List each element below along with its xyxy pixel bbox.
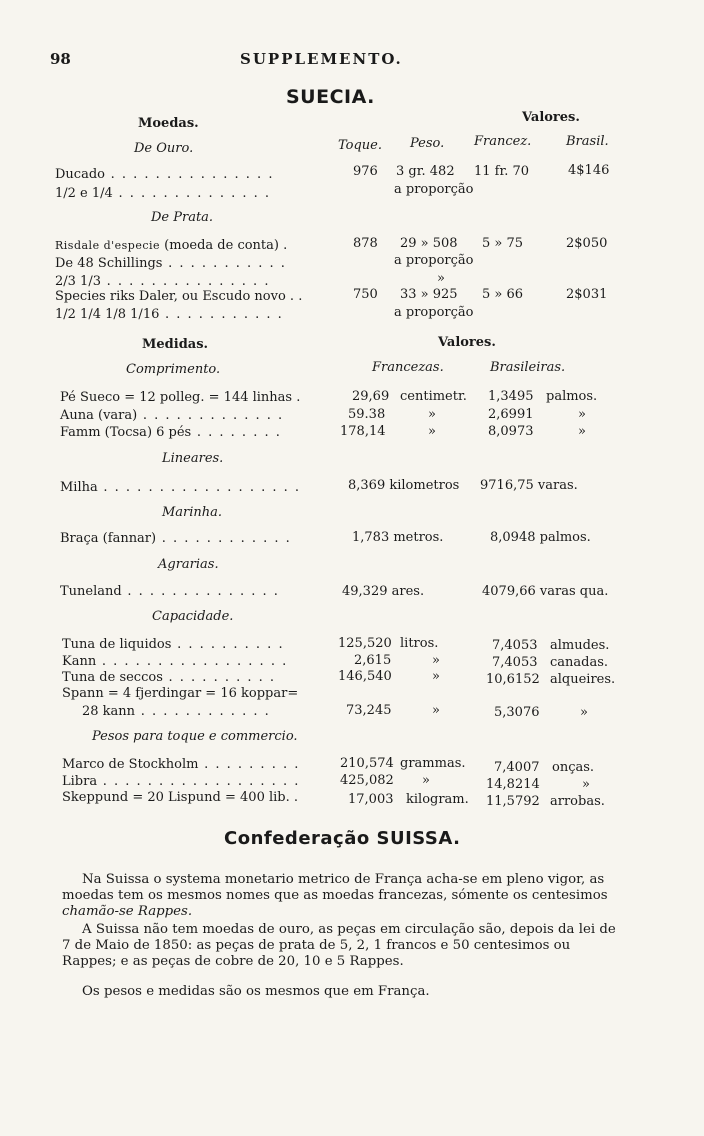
valores2-heading: Valores. [438, 335, 496, 350]
fracoes-label: 1/2 1/4 1/8 1/16 . . . . . . . . . . . [55, 307, 284, 322]
marco-br: 7,4007 [494, 760, 540, 775]
auna-br: 2,6991 [488, 407, 534, 422]
skeppund-label: Skeppund = 20 Lispund = 400 lib. . [62, 790, 299, 805]
tuna-seccos-fr: 146,540 [338, 669, 392, 684]
marco-fr: 210,574 [340, 756, 394, 771]
tuna-seccos-label: Tuna de seccos . . . . . . . . . . [62, 670, 276, 685]
paragraph-2-line-1: A Suissa não tem moedas de ouro, as peças em circulação são, depois da lei de [82, 922, 616, 937]
risdale-francez: 5 » 75 [482, 236, 524, 251]
spann-fr: 73,245 [346, 703, 392, 718]
pe-sueco-fr: 29,69 [352, 389, 390, 404]
tuneland-label: Tuneland . . . . . . . . . . . . . . [60, 584, 280, 599]
page-number: 98 [50, 50, 71, 68]
tuna-seccos-br-unit: alqueires. [550, 672, 616, 687]
spann-br: 5,3076 [494, 705, 540, 720]
famm-br: 8,0973 [488, 424, 534, 439]
libra-fr: 425,082 [340, 773, 394, 788]
paragraph-2-line-2: 7 de Maio de 1850: as peças de prata de 5, 2, 1 francos e 50 centesimos ou [62, 938, 571, 953]
meio-quarto-label: 1/2 e 1/4 . . . . . . . . . . . . . . [55, 186, 271, 201]
tuneland-br: 4079,66 varas qua. [482, 584, 609, 599]
skeppund-br: 11,5792 [486, 794, 540, 809]
skeppund-fr-unit: kilogram. [406, 792, 469, 807]
libra-label: Libra . . . . . . . . . . . . . . . . . . [62, 774, 300, 789]
species-toque: 750 [353, 287, 378, 302]
tuna-seccos-fr-unit: » [432, 669, 440, 684]
tuna-liquidos-label: Tuna de liquidos . . . . . . . . . . [62, 637, 285, 652]
de-prata-subheading: De Prata. [151, 210, 214, 225]
species-label: Species riks Daler, ou Escudo novo . . [55, 289, 303, 304]
kann-fr: 2,615 [354, 653, 392, 668]
moedas-heading: Moedas. [138, 116, 199, 131]
species-francez: 5 » 66 [482, 287, 524, 302]
auna-fr: 59.38 [348, 407, 386, 422]
auna-br-unit: » [578, 407, 586, 422]
comprimento-subheading: Comprimento. [126, 362, 221, 377]
paragraph-1-line-1: Na Suissa o systema monetario metrico de França acha-se em pleno vigor, as [82, 872, 605, 887]
dois-tercos-value: » [437, 271, 445, 286]
running-title: SUPPLEMENTO. [240, 50, 403, 68]
ducado-label: Ducado . . . . . . . . . . . . . . . [55, 167, 274, 182]
braca-fr: 1,783 metros. [352, 530, 444, 545]
ducado-brasil: 4$146 [568, 163, 610, 178]
agrarias-subheading: Agrarias. [158, 557, 219, 572]
milha-fr: 8,369 kilometros [348, 478, 460, 493]
famm-fr: 178,14 [340, 424, 386, 439]
famm-label: Famm (Tocsa) 6 pés . . . . . . . . [60, 425, 282, 440]
pe-sueco-label: Pé Sueco = 12 polleg. = 144 linhas . [60, 390, 301, 405]
valores-heading: Valores. [522, 110, 580, 125]
spann-br-unit: » [580, 705, 588, 720]
marco-fr-unit: grammas. [400, 756, 466, 771]
pesos-subheading: Pesos para toque e commercio. [92, 729, 298, 744]
schillings-value: a proporção [394, 253, 474, 268]
ducado-peso: 3 gr. 482 [396, 164, 455, 179]
species-peso: 33 » 925 [400, 287, 458, 302]
kann-label: Kann . . . . . . . . . . . . . . . . . [62, 654, 288, 669]
section-title-suecia: SUECIA. [286, 86, 375, 108]
species-brasil: 2$031 [566, 287, 608, 302]
lineares-subheading: Lineares. [162, 451, 224, 466]
marinha-subheading: Marinha. [162, 505, 223, 520]
paragraph-3-line-1: Os pesos e medidas são os mesmos que em França. [82, 984, 430, 999]
braca-br: 8,0948 palmos. [490, 530, 591, 545]
pe-sueco-fr-unit: centimetr. [400, 389, 467, 404]
dois-tercos-label: 2/3 1/3 . . . . . . . . . . . . . . . [55, 274, 270, 289]
col-francez: Francez. [474, 134, 532, 149]
risdale-label: Risdale d'especie (moeda de conta) . [55, 238, 288, 253]
spann-fr-unit: » [432, 703, 440, 718]
libra-br: 14,8214 [486, 777, 540, 792]
famm-br-unit: » [578, 424, 586, 439]
tuna-liquidos-br-unit: almudes. [550, 638, 610, 653]
col-peso: Peso. [410, 136, 445, 151]
milha-br: 9716,75 varas. [480, 478, 578, 493]
capacidade-subheading: Capacidade. [152, 609, 234, 624]
meio-quarto-value: a proporção [394, 182, 474, 197]
tuna-liquidos-fr-unit: litros. [400, 636, 439, 651]
fracoes-value: a proporção [394, 305, 474, 320]
col-brasil: Brasil. [566, 134, 609, 149]
tuneland-fr: 49,329 ares. [342, 584, 425, 599]
col-toque: Toque. [338, 138, 383, 153]
ducado-francez: 11 fr. 70 [474, 164, 530, 179]
pe-sueco-br: 1,3495 [488, 389, 534, 404]
brasileiras-col: Brasileiras. [490, 360, 566, 375]
skeppund-br-unit: arrobas. [550, 794, 605, 809]
milha-label: Milha . . . . . . . . . . . . . . . . . . [60, 480, 301, 495]
de-ouro-subheading: De Ouro. [134, 141, 194, 156]
libra-fr-unit: » [422, 773, 430, 788]
spann-label-cont: 28 kann . . . . . . . . . . . . [82, 704, 271, 719]
marco-br-unit: onças. [552, 760, 595, 775]
tuna-liquidos-br: 7,4053 [492, 638, 538, 653]
medidas-heading: Medidas. [142, 337, 209, 352]
marco-label: Marco de Stockholm . . . . . . . . . [62, 757, 300, 772]
risdale-toque: 878 [353, 236, 378, 251]
ducado-toque: 976 [353, 164, 378, 179]
kann-br: 7,4053 [492, 655, 538, 670]
pe-sueco-br-unit: palmos. [546, 389, 598, 404]
paragraph-1-line-3: chamão-se Rappes. [62, 904, 193, 919]
risdale-peso: 29 » 508 [400, 236, 458, 251]
tuna-liquidos-fr: 125,520 [338, 636, 392, 651]
paragraph-1-line-2: moedas tem os mesmos nomes que as moedas francezas, sómente os centesimos [62, 888, 608, 903]
libra-br-unit: » [582, 777, 590, 792]
kann-fr-unit: » [432, 653, 440, 668]
braca-label: Braça (fannar) . . . . . . . . . . . . [60, 531, 292, 546]
section-title-suissa: Confederação SUISSA. [224, 828, 461, 849]
schillings-label: De 48 Schillings . . . . . . . . . . . [55, 256, 287, 271]
auna-label: Auna (vara) . . . . . . . . . . . . . [60, 408, 284, 423]
paragraph-2-line-3: Rappes; e as peças de cobre de 20, 10 e 5 Rappes. [62, 954, 404, 969]
francezas-col: Francezas. [372, 360, 444, 375]
risdale-brasil: 2$050 [566, 236, 608, 251]
kann-br-unit: canadas. [550, 655, 609, 670]
spann-label: Spann = 4 fjerdingar = 16 koppar= [62, 686, 299, 701]
skeppund-fr: 17,003 [348, 792, 394, 807]
famm-fr-unit: » [428, 424, 436, 439]
auna-fr-unit: » [428, 407, 436, 422]
tuna-seccos-br: 10,6152 [486, 672, 540, 687]
